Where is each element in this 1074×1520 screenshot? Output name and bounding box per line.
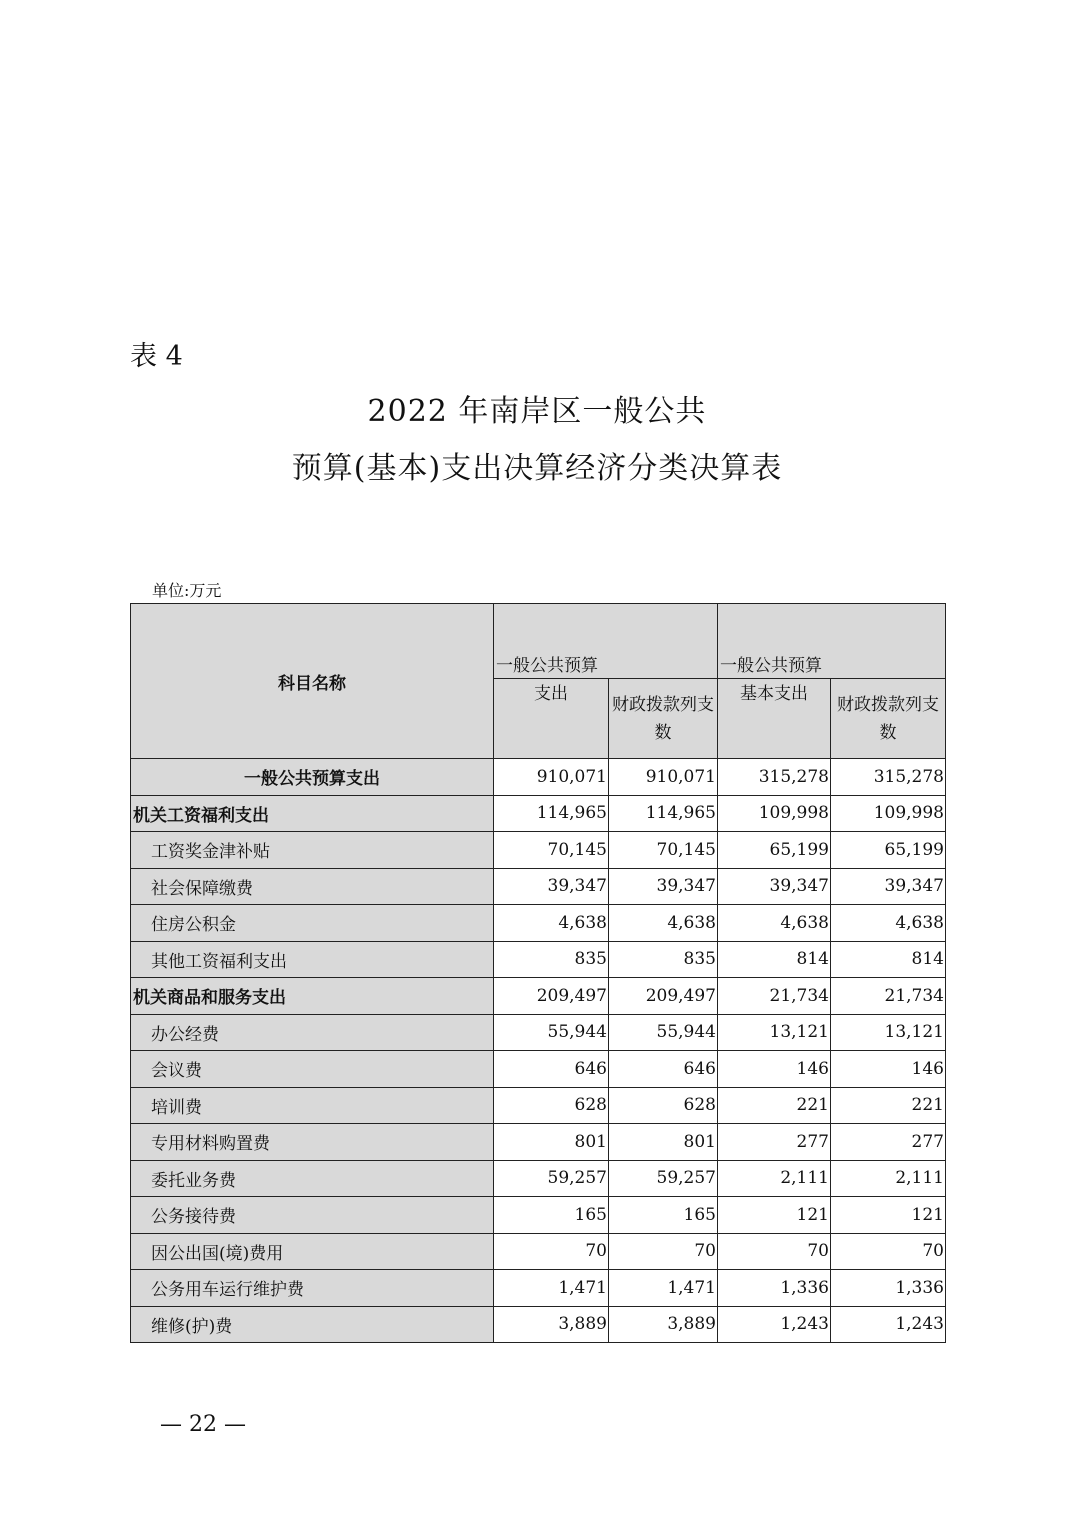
cell-v2: 70,145: [609, 832, 718, 869]
cell-v1: 3,889: [494, 1306, 609, 1343]
cell-v3: 39,347: [718, 868, 831, 905]
row-name: 社会保障缴费: [131, 868, 494, 905]
cell-v1: 70: [494, 1233, 609, 1270]
page-number: — 22 —: [160, 1412, 246, 1437]
cell-v4: 70: [831, 1233, 946, 1270]
cell-v2: 59,257: [609, 1160, 718, 1197]
cell-v2: 55,944: [609, 1014, 718, 1051]
table-label: 表 4: [130, 341, 183, 372]
cell-v2: 1,471: [609, 1270, 718, 1307]
row-name: 会议费: [131, 1051, 494, 1088]
cell-v4: 65,199: [831, 832, 946, 869]
expenditure-table: [130, 603, 946, 1343]
row-name: 办公经费: [131, 1014, 494, 1051]
table-row: [131, 1233, 946, 1270]
cell-v1: 801: [494, 1124, 609, 1161]
row-name: 住房公积金: [131, 905, 494, 942]
table-row: [131, 978, 946, 1015]
cell-v3: 121: [718, 1197, 831, 1234]
cell-v1: 39,347: [494, 868, 609, 905]
cell-v3: 1,336: [718, 1270, 831, 1307]
cell-v3: 65,199: [718, 832, 831, 869]
table-row: [131, 1014, 946, 1051]
cell-v2: 801: [609, 1124, 718, 1161]
cell-v2: 209,497: [609, 978, 718, 1015]
cell-v1: 4,638: [494, 905, 609, 942]
row-name: 一般公共预算支出: [131, 759, 494, 796]
cell-v4: 221: [831, 1087, 946, 1124]
row-name: 公务用车运行维护费: [131, 1270, 494, 1307]
cell-v2: 835: [609, 941, 718, 978]
cell-v4: 1,336: [831, 1270, 946, 1307]
cell-v3: 21,734: [718, 978, 831, 1015]
row-name: 公务接待费: [131, 1197, 494, 1234]
table-row: [131, 795, 946, 832]
title-line-2: 预算(基本)支出决算经济分类决算表: [291, 451, 783, 486]
cell-v3: 315,278: [718, 759, 831, 796]
header-col4: 财政拨款列支数: [831, 679, 946, 759]
cell-v4: 4,638: [831, 905, 946, 942]
cell-v4: 121: [831, 1197, 946, 1234]
unit-label: 单位:万元: [152, 581, 222, 600]
cell-v1: 59,257: [494, 1160, 609, 1197]
title-line-1: 2022 年南岸区一般公共: [367, 394, 707, 429]
table-row: [131, 1306, 946, 1343]
row-name: 机关商品和服务支出: [131, 978, 494, 1015]
cell-v2: 628: [609, 1087, 718, 1124]
row-name: 专用材料购置费: [131, 1124, 494, 1161]
cell-v1: 165: [494, 1197, 609, 1234]
cell-v1: 1,471: [494, 1270, 609, 1307]
cell-v1: 646: [494, 1051, 609, 1088]
cell-v3: 2,111: [718, 1160, 831, 1197]
row-name: 因公出国(境)费用: [131, 1233, 494, 1270]
table-row: [131, 941, 946, 978]
cell-v2: 39,347: [609, 868, 718, 905]
cell-v2: 3,889: [609, 1306, 718, 1343]
cell-v4: 315,278: [831, 759, 946, 796]
header-col1-bottom: 支出: [494, 679, 609, 759]
cell-v3: 146: [718, 1051, 831, 1088]
cell-v4: 39,347: [831, 868, 946, 905]
cell-v1: 835: [494, 941, 609, 978]
cell-v4: 2,111: [831, 1160, 946, 1197]
cell-v4: 1,243: [831, 1306, 946, 1343]
cell-v2: 70: [609, 1233, 718, 1270]
header-name: 科目名称: [131, 604, 494, 759]
cell-v4: 13,121: [831, 1014, 946, 1051]
cell-v3: 109,998: [718, 795, 831, 832]
row-name: 维修(护)费: [131, 1306, 494, 1343]
header-col3-bottom: 基本支出: [718, 679, 831, 759]
header-col1-top: 一般公共预算: [494, 604, 718, 679]
cell-v1: 114,965: [494, 795, 609, 832]
cell-v1: 628: [494, 1087, 609, 1124]
table-row: [131, 832, 946, 869]
row-name: 其他工资福利支出: [131, 941, 494, 978]
cell-v3: 13,121: [718, 1014, 831, 1051]
cell-v2: 114,965: [609, 795, 718, 832]
table-row: [131, 1270, 946, 1307]
cell-v1: 910,071: [494, 759, 609, 796]
table-row: [131, 1197, 946, 1234]
row-name: 委托业务费: [131, 1160, 494, 1197]
table-row: [131, 905, 946, 942]
cell-v2: 646: [609, 1051, 718, 1088]
header-col3-top: 一般公共预算: [718, 604, 946, 679]
cell-v3: 814: [718, 941, 831, 978]
header-col2: 财政拨款列支数: [609, 679, 718, 759]
table-row: [131, 1124, 946, 1161]
cell-v4: 814: [831, 941, 946, 978]
cell-v2: 4,638: [609, 905, 718, 942]
cell-v4: 146: [831, 1051, 946, 1088]
cell-v3: 221: [718, 1087, 831, 1124]
cell-v1: 209,497: [494, 978, 609, 1015]
cell-v4: 277: [831, 1124, 946, 1161]
cell-v1: 70,145: [494, 832, 609, 869]
cell-v3: 277: [718, 1124, 831, 1161]
cell-v2: 165: [609, 1197, 718, 1234]
cell-v4: 109,998: [831, 795, 946, 832]
table-row: [131, 1051, 946, 1088]
cell-v3: 4,638: [718, 905, 831, 942]
cell-v2: 910,071: [609, 759, 718, 796]
table-row: [131, 868, 946, 905]
cell-v1: 55,944: [494, 1014, 609, 1051]
cell-v3: 70: [718, 1233, 831, 1270]
row-name: 机关工资福利支出: [131, 795, 494, 832]
table-row: [131, 1087, 946, 1124]
table-row: [131, 1160, 946, 1197]
table-row: [131, 759, 946, 796]
cell-v4: 21,734: [831, 978, 946, 1015]
row-name: 工资奖金津补贴: [131, 832, 494, 869]
cell-v3: 1,243: [718, 1306, 831, 1343]
row-name: 培训费: [131, 1087, 494, 1124]
